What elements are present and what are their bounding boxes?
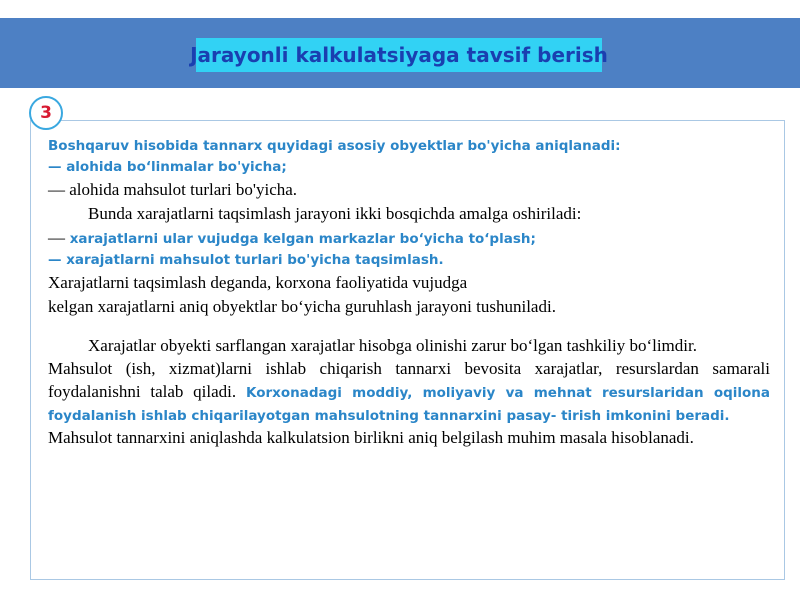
title-box [190,38,608,72]
list-item-divisions: — alohida bo‘linmalar bo'yicha; [48,159,287,175]
resources-highlight: Korxonadagi moddiy, moliyaviy va mehnat resurslaridan oqilona foydalanish ishlab chiqarilayotgan mahsulotning tannarxini pasay- tirish imkonini beradi. [48,385,771,424]
slide-content [48,136,770,450]
slide-number: 3 [40,103,52,123]
slide-title: Jarayonli kalkulatsiyaga tavsif berish [190,43,608,67]
spacer [48,319,770,335]
stages-intro: Bunda xarajatlarni taqsimlash jarayoni ikki bosqichda amalga oshiriladi: [88,204,582,223]
cost-price-text: Mahsulot (ish, xizmat)larni ishlab chiqarish tannarxi bevosita xarajatlar, resurslardan samarali foydalanishni talab qiladi. [48,358,770,401]
cost-price-paragraph [48,358,770,428]
slide-number-badge [29,96,63,130]
stage-one-text: xarajatlarni ular vujudga kelgan markazlar bo‘yicha to‘plash; [65,231,536,247]
definition-line-2: kelgan xarajatlarni aniq obyektlar bo‘yicha guruhlash jarayoni tushuniladi. [48,297,556,316]
stage-one [48,226,770,250]
definition-line-1: Xarajatlarni taqsimlash deganda, korxona faoliyatida vujudga [48,273,468,292]
stage-one-dash: — [48,228,65,247]
calculation-unit-paragraph: Mahsulot tannarxini aniqlashda kalkulatsion birlikni aniq belgilash muhim masala hisoblanadi. [48,428,694,447]
stage-two: — xarajatlarni mahsulot turlari bo'yicha taqsimlash. [48,252,444,268]
cost-object-paragraph: Xarajatlar obyekti sarflangan xarajatlar hisobga olinishi zarur bo‘lgan tashkiliy bo‘limdir. [88,336,697,355]
list-item-product-types: — alohida mahsulot turlari bo'yicha. [48,180,298,199]
intro-line: Boshqaruv hisobida tannarx quyidagi asosiy obyektlar bo'yicha aniqlanadi: [48,138,621,154]
